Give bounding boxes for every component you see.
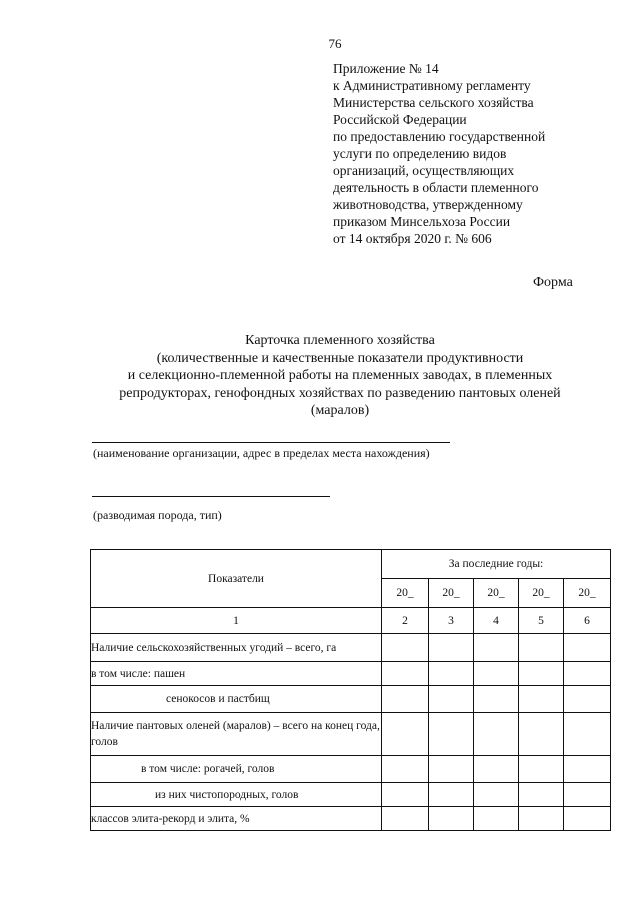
year-label[interactable]: 20_ xyxy=(474,579,519,608)
data-cell[interactable] xyxy=(474,713,519,756)
data-cell[interactable] xyxy=(519,713,564,756)
appendix-line: Приложение № 14 xyxy=(333,61,439,76)
data-cell[interactable] xyxy=(474,783,519,807)
table-row xyxy=(91,662,611,686)
row-label: Наличие сельскохозяйственных угодий – всего, га xyxy=(91,634,382,662)
column-number: 5 xyxy=(519,608,564,634)
data-cell[interactable] xyxy=(429,783,474,807)
data-cell[interactable] xyxy=(519,634,564,662)
appendix-line: услуги по определению видов xyxy=(333,146,507,161)
column-number: 4 xyxy=(474,608,519,634)
data-cell[interactable] xyxy=(382,713,429,756)
organization-field-line[interactable] xyxy=(92,442,450,443)
data-cell[interactable] xyxy=(564,807,611,831)
data-cell[interactable] xyxy=(429,807,474,831)
appendix-line: от 14 октября 2020 г. № 606 xyxy=(333,231,492,246)
data-cell[interactable] xyxy=(474,662,519,686)
data-cell[interactable] xyxy=(474,756,519,783)
table-row xyxy=(91,634,611,662)
data-cell[interactable] xyxy=(564,713,611,756)
year-label[interactable]: 20_ xyxy=(564,579,611,608)
years-header: За последние годы: xyxy=(382,550,611,579)
data-cell[interactable] xyxy=(429,686,474,713)
year-label[interactable]: 20_ xyxy=(519,579,564,608)
document-title xyxy=(60,332,620,420)
column-number: 6 xyxy=(564,608,611,634)
year-label[interactable]: 20_ xyxy=(382,579,429,608)
data-cell[interactable] xyxy=(519,756,564,783)
appendix-line: по предоставлению государственной xyxy=(333,129,546,144)
data-cell[interactable] xyxy=(382,807,429,831)
column-number: 1 xyxy=(91,608,382,634)
title-line: и селекционно-племенной работы на племенных заводах, в племенных xyxy=(127,368,553,383)
data-cell[interactable] xyxy=(382,783,429,807)
page-number: 76 xyxy=(328,36,342,51)
appendix-line: к Административному регламенту xyxy=(333,78,531,93)
column-number: 2 xyxy=(382,608,429,634)
data-cell[interactable] xyxy=(429,713,474,756)
data-cell[interactable] xyxy=(564,662,611,686)
data-cell[interactable] xyxy=(474,807,519,831)
appendix-line: Министерства сельского хозяйства xyxy=(333,95,534,110)
appendix-line: животноводства, утвержденному xyxy=(333,197,523,212)
data-cell[interactable] xyxy=(474,686,519,713)
data-cell[interactable] xyxy=(429,756,474,783)
appendix-line: организаций, осуществляющих xyxy=(333,163,515,178)
row-label: классов элита-рекорд и элита, % xyxy=(91,807,382,831)
data-cell[interactable] xyxy=(564,686,611,713)
table-row xyxy=(91,807,611,831)
table-row xyxy=(91,713,611,756)
data-cell[interactable] xyxy=(519,783,564,807)
column-number: 3 xyxy=(429,608,474,634)
appendix-line: приказом Минсельхоза России xyxy=(333,214,511,229)
appendix-block xyxy=(333,60,633,247)
data-cell[interactable] xyxy=(382,662,429,686)
data-cell[interactable] xyxy=(564,756,611,783)
row-label: в том числе: пашен xyxy=(91,662,382,686)
title-line: (маралов) xyxy=(310,403,370,418)
row-label: Наличие пантовых оленей (маралов) – всего на конец года, голов xyxy=(91,713,382,756)
breed-field-line[interactable] xyxy=(92,496,330,497)
table-row xyxy=(91,783,611,807)
data-cell[interactable] xyxy=(429,634,474,662)
table-row xyxy=(91,756,611,783)
table-row xyxy=(91,686,611,713)
title-line: Карточка племенного хозяйства xyxy=(245,333,435,348)
data-cell[interactable] xyxy=(519,662,564,686)
data-cell[interactable] xyxy=(382,634,429,662)
organization-field-caption: (наименование организации, адрес в пределах места нахождения) xyxy=(93,446,430,460)
data-cell[interactable] xyxy=(382,686,429,713)
title-line: репродукторах, генофондных хозяйствах по разведению пантовых оленей xyxy=(119,385,561,401)
data-cell[interactable] xyxy=(429,662,474,686)
indicator-header: Показатели xyxy=(91,550,382,608)
data-cell[interactable] xyxy=(519,686,564,713)
data-cell[interactable] xyxy=(382,756,429,783)
data-cell[interactable] xyxy=(474,634,519,662)
row-label: из них чистопородных, голов xyxy=(91,783,382,807)
appendix-line: деятельность в области племенного xyxy=(333,180,539,195)
row-label: сенокосов и пастбищ xyxy=(91,686,382,713)
data-cell[interactable] xyxy=(519,807,564,831)
year-label[interactable]: 20_ xyxy=(429,579,474,608)
appendix-line: Российской Федерации xyxy=(333,112,467,127)
form-label: Форма xyxy=(533,275,573,290)
data-cell[interactable] xyxy=(564,634,611,662)
indicators-table xyxy=(90,549,611,831)
data-cell[interactable] xyxy=(564,783,611,807)
breed-field-caption: (разводимая порода, тип) xyxy=(93,508,222,522)
row-label: в том числе: рогачей, голов xyxy=(91,756,382,783)
title-line: (количественные и качественные показатели продуктивности xyxy=(156,350,524,366)
